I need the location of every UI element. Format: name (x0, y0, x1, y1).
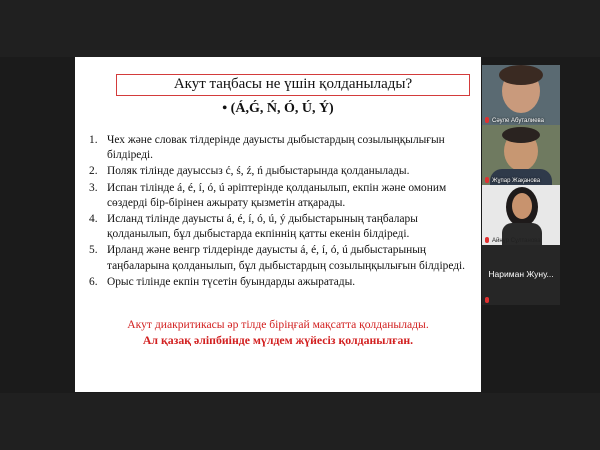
participant-name: Жұпар Жақанова (492, 178, 541, 184)
participant-name: Нариман Жуну... (488, 269, 554, 279)
conclusion-line-2: Ал қазақ әліпбиінде мүлдем жүйесіз қолданылған. (142, 333, 414, 347)
participant-hair (499, 65, 543, 85)
participant-name: Сәуле Абуталиева (492, 118, 545, 124)
top-black-band (0, 0, 600, 57)
participant-video-1[interactable] (482, 65, 560, 125)
slide-title: Акут таңбасы не үшін қолданылады? (116, 74, 470, 96)
list-item: 6. Орыс тілінде екпін түсетін буындарды ажыратады. (89, 275, 356, 288)
shared-slide (75, 57, 481, 392)
conclusion-line-1: Акут диакритикасы әр тілде біріңғай мақсатта қолданылады. (127, 318, 429, 331)
list-item: 2. Поляк тілінде дауыссыз ć, ś, ź, ń дыбыстарында қолданылады. (89, 165, 410, 178)
participant-name: Айнұр Сұлтанова (492, 238, 541, 244)
mic-muted-icon (485, 177, 489, 183)
participant-video-3[interactable] (482, 185, 560, 245)
list-item: 1. Чех және словак тілдерінде дауысты дыбыстардың созылыңқылығын білдіреді. (89, 134, 445, 162)
slide-list (89, 133, 481, 291)
participant-hair (502, 127, 540, 143)
participant-face-front (512, 193, 532, 219)
list-item: 3. Испан тілінде á, é, í, ó, ú әріптерінде қолданылып, екпін және омоним сөздерді бір-бірінен ажырату қызметін атқарады. (89, 181, 447, 209)
participant-video-4[interactable] (482, 245, 560, 305)
participant-video-2[interactable] (482, 125, 560, 185)
mic-muted-icon (485, 237, 489, 243)
bottom-black-band (0, 393, 600, 450)
slide-subtitle: • (Á,Ǵ, Ń, Ó, Ú, Ý) (222, 101, 334, 116)
mic-muted-icon (485, 297, 489, 303)
mic-muted-icon (485, 117, 489, 123)
list-item: 5. Ирланд және венгр тілдерінде дауысты á, é, í, ó, ú дыбыстарының таңбаларына қолданылып, бұл дыбыстардың созылыңқылығын білдіреді. (89, 244, 466, 272)
list-item: 4. Исланд тілінде дауысты á, é, í, ó, ú, ý дыбыстарының таңбалары қолданылып, бұл дыбыстарда екпіннің қатты екенін білдіреді. (89, 213, 418, 241)
